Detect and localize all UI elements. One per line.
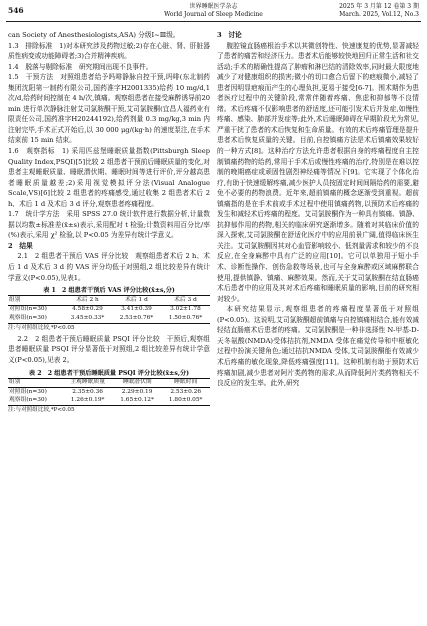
table-row xyxy=(8,397,210,406)
table1-header-row xyxy=(8,296,210,306)
table2 xyxy=(8,378,210,407)
exclusion-criteria: 1.3 排除标准 1)对本研究涉及药物过敏;2)存在心脏、肾、肝脏器质性病变或功能障碍者;3)合并精神疾病。 xyxy=(8,41,210,61)
vas-results-text: 2.1 2 组患者干预后 VAS 评分比较 观察组患者术后 2 h、术后 1 d 及术后 3 d 的 VAS 评分均低于对照组,2 组比较差异有统计学意义(P<0.05),见表1。 xyxy=(8,252,210,282)
table-row xyxy=(8,388,210,397)
table-cell: 3.02±1.78 xyxy=(170,306,201,313)
table1-header-cell: 术后 1 d xyxy=(112,296,161,306)
table-cell: 2.53±0.76* xyxy=(112,314,161,323)
table1-title: 表 1 2 组患者干预后 VAS 评分比较(x̄±s,分) xyxy=(43,287,175,295)
table-cell: 观察组(n=30) xyxy=(8,314,63,323)
psqi-results-text: 2.2 2 组患者干预后睡眠质量 PSQI 评分比较 干预后,观察组患者睡眠质量 PSQI 评分显著低于对照组,2 组比较差异有统计学意义(P<0.05),见表 2。 xyxy=(8,334,210,364)
table-cell: 3.45±0.33* xyxy=(63,314,112,323)
table-row xyxy=(8,314,210,323)
table2-title: 表 2 2 组患者干预后睡眠质量 PSQI 评分比较(x̄±s,分) xyxy=(28,369,190,377)
issue-date-cn: 2025 年 3 月第 12 卷第 3 期 xyxy=(339,3,419,10)
discussion-heading: 3 讨论 xyxy=(217,31,242,39)
journal-title-en: World Journal of Sleep Medicine xyxy=(164,11,263,18)
table-cell: 对照组(n=30) xyxy=(9,388,47,395)
table2-header-cell: 组别 xyxy=(8,378,63,388)
table2-header-row xyxy=(8,378,210,388)
table-cell: 对照组(n=30) xyxy=(9,306,47,313)
table1-header-cell: 组别 xyxy=(8,296,63,306)
table-cell: 4.58±0.29 xyxy=(72,306,103,313)
left-column xyxy=(8,30,210,416)
table1-note: 注:与对照组比较,*P<0.05 xyxy=(8,324,75,331)
statistical-methods: 1.7 统计学方法 采用 SPSS 27.0 统计软件进行数据分析,计量数据以均数±标准差(x̄±s)表示,采用配对 t 检验;计数资料用百分比/率(%)表示,采用 χ² 检验,以 P<0.05 为差异有统计学意义。 xyxy=(8,210,210,240)
table1-header-cell: 术后 2 h xyxy=(63,296,112,306)
table-cell: 1.80±0.05* xyxy=(161,397,210,406)
header-rule xyxy=(6,21,421,22)
right-column xyxy=(217,30,419,389)
table-cell: 2.29±0.19 xyxy=(121,388,153,395)
issue-date-en: March. 2025, Vol.12, No.3 xyxy=(339,11,419,18)
table2-header-cell: 睡眠潜伏期 xyxy=(113,378,162,388)
table2-header-cell: 睡眠时间 xyxy=(161,378,210,388)
table-cell: 2.53±0.26 xyxy=(170,388,202,395)
table-cell: 1.65±0.12* xyxy=(113,397,162,406)
table-cell: 3.41±0.39 xyxy=(121,306,152,313)
discussion-paragraph-2: 本研究结果显示,观察组患者的疼痛程度显著低于对照组(P<0.05)。这说明,艾司氯胺酮超前镇痛与自控镇痛相结合,能有效减轻结直肠癌术后患者的疼痛。艾司氯胺酮是一种非选择性 N-甲基-D-天冬氨酸(NMDA)受体拮抗剂,NMDA 受体在痛觉传导和中枢敏化过程中扮演关键角色;通过拮抗NMDA 受体,艾司氯胺酮能有效减少术后疼痛的敏化现象,降低疼痛强度[11]。这种机制有助于预防术后疼痛加剧,减少患者对阿片类药物的需求,从而降低阿片类药物相关不良反应的发生率。此外,研究 xyxy=(217,305,419,388)
intervention-method: 1.5 干预方法 对照组患者给予吗啡静脉自控干预,吗啡(东北制药集团沈阳第一制药有限公司,国药准字H2001335)给药 10 mg/d,1 次/d,给药时间控制在 4 h/次,镇痛。观察组患者在接受麻醉诱导前20 min 进行单次静脉注射艾司氯胺酮干预,艾司氯胺酮(宜昌人福药业有限责任公司,国药准字H20244192),给药剂量 0.3 mg/kg,3 min 内注射完毕,手术正式开始后,以 30 000 μg/(kg·h) 的速度泵注,在手术结束前 15 min 结束。 xyxy=(8,73,210,145)
dropout-criteria: 1.4 脱落与剔除标准 研究期间出现不良事件。 xyxy=(8,62,153,71)
table-cell: 2.35±0.36 xyxy=(72,388,103,395)
table1 xyxy=(8,295,210,324)
table1-header-cell: 术后 3 d xyxy=(161,296,210,306)
journal-title-cn: 世界睡眠医学杂志 xyxy=(189,3,238,10)
table-cell: 1.50±0.76* xyxy=(161,314,210,323)
page-header xyxy=(0,0,427,34)
asa-continuation: can Society of Anesthesiologists,ASA) 分级Ⅰ~Ⅲ级。 xyxy=(8,31,180,39)
table2-header-cell: 主观睡眠质量 xyxy=(63,378,113,388)
observation-indicators: 1.6 观察指标 1) 采用匹兹堡睡眠质量指数(Pittsburgh Sleep Quality Index,PSQI)[5]比较 2 组患者干预前后睡眠质量的变化,对患者主观睡眠质量、睡眠潜伏期、睡眠时间等进行评价,评分越高患者睡眠质量越差;2)采用视觉模拟评分法(Visual Analogue Scale,VS)[6]比较 2 组患者的疼痛感受,通过收集 2 组患者术后 2 h、术后 1 d 及术后 3 d 评分,观察患者疼痛程度。 xyxy=(8,147,210,208)
table2-note: 注:与对照组比较,*P<0.05 xyxy=(8,407,75,414)
page-number: 546 xyxy=(8,6,24,15)
table-cell: 观察组(n=30) xyxy=(8,397,63,406)
table-row xyxy=(8,305,210,314)
discussion-paragraph-1: 腹腔镜直肠癌根治手术以其微创特性、快速康复的优势,显著减轻了患者的痛苦和经济压力。患者术后能够较快地回归正常生活和社交活动;手术的精确性提高了肿瘤和淋巴结的清除效率,同时最大限度地减少了对健康组织的损害;微小的切口愈合后留下的疤痕微小,减轻了患者因明显疤痕而产生的心理负担,更易于接受[6-7]。围术期作为患者医疗过程中的关键阶段,常常伴随着疼痛、焦虑和抑郁等不良情绪。术后疼痛不仅影响患者的舒适度,还可能引发术后并发症,如慢性疼痛、感染、肺部并发症等;此外,术后睡眠障碍在早期阶段尤为常见,严重干扰了患者的术后恢复和生命质量。有效的术后疼痛管理是提升患者术后恢复质量的关键。目前,自控镇痛方法是术后镇痛效果较好的一种方式[8]。这种治疗方法允许患者根据自身的疼痛程度自主控制镇痛药物的给药,常用于手术后或慢性疼痛的治疗,特别是在难以控制的晚期癌症或顽固性剧烈神经痛等情况下[9]。它实现了个体化治疗,有助于快速缓解疼痛,减少医护人员按固定时间间隔给药的需要,避免不必要的药物浪费。近年来,超前镇痛的概念逐渐受到重视。超前镇痛指的是在手术前或手术过程中使用镇痛药物,以预防术后疼痛的发生和减轻术后疼痛的程度。艾司氯胺酮作为一种具有镇痛、镇静、抗抑郁作用的药物,相关的临床研究逐渐增多。随着对其临床价值的深入探索,艾司氯胺酮在舒适化医疗中的应用前景广阔,值得临床医生关注。艾司氯胺酮因其对心血管影响较小、低剂量需求和较少的不良反应,在全身麻醉中具有广泛的应用[10]。它可以单独用于短小手术、诊断性操作、创伤急救等场景,也可与全身麻醉或区域麻醉联合使用,提供镇静、镇痛、麻醉效果。然而,关于艾司氯胺酮在结直肠癌术后患者中的应用及其对术后疼痛和睡眠质量的影响,目前的研究相对较少。 xyxy=(217,41,419,303)
results-heading: 2 结果 xyxy=(8,241,33,250)
table-cell: 1.26±0.19* xyxy=(63,397,113,406)
